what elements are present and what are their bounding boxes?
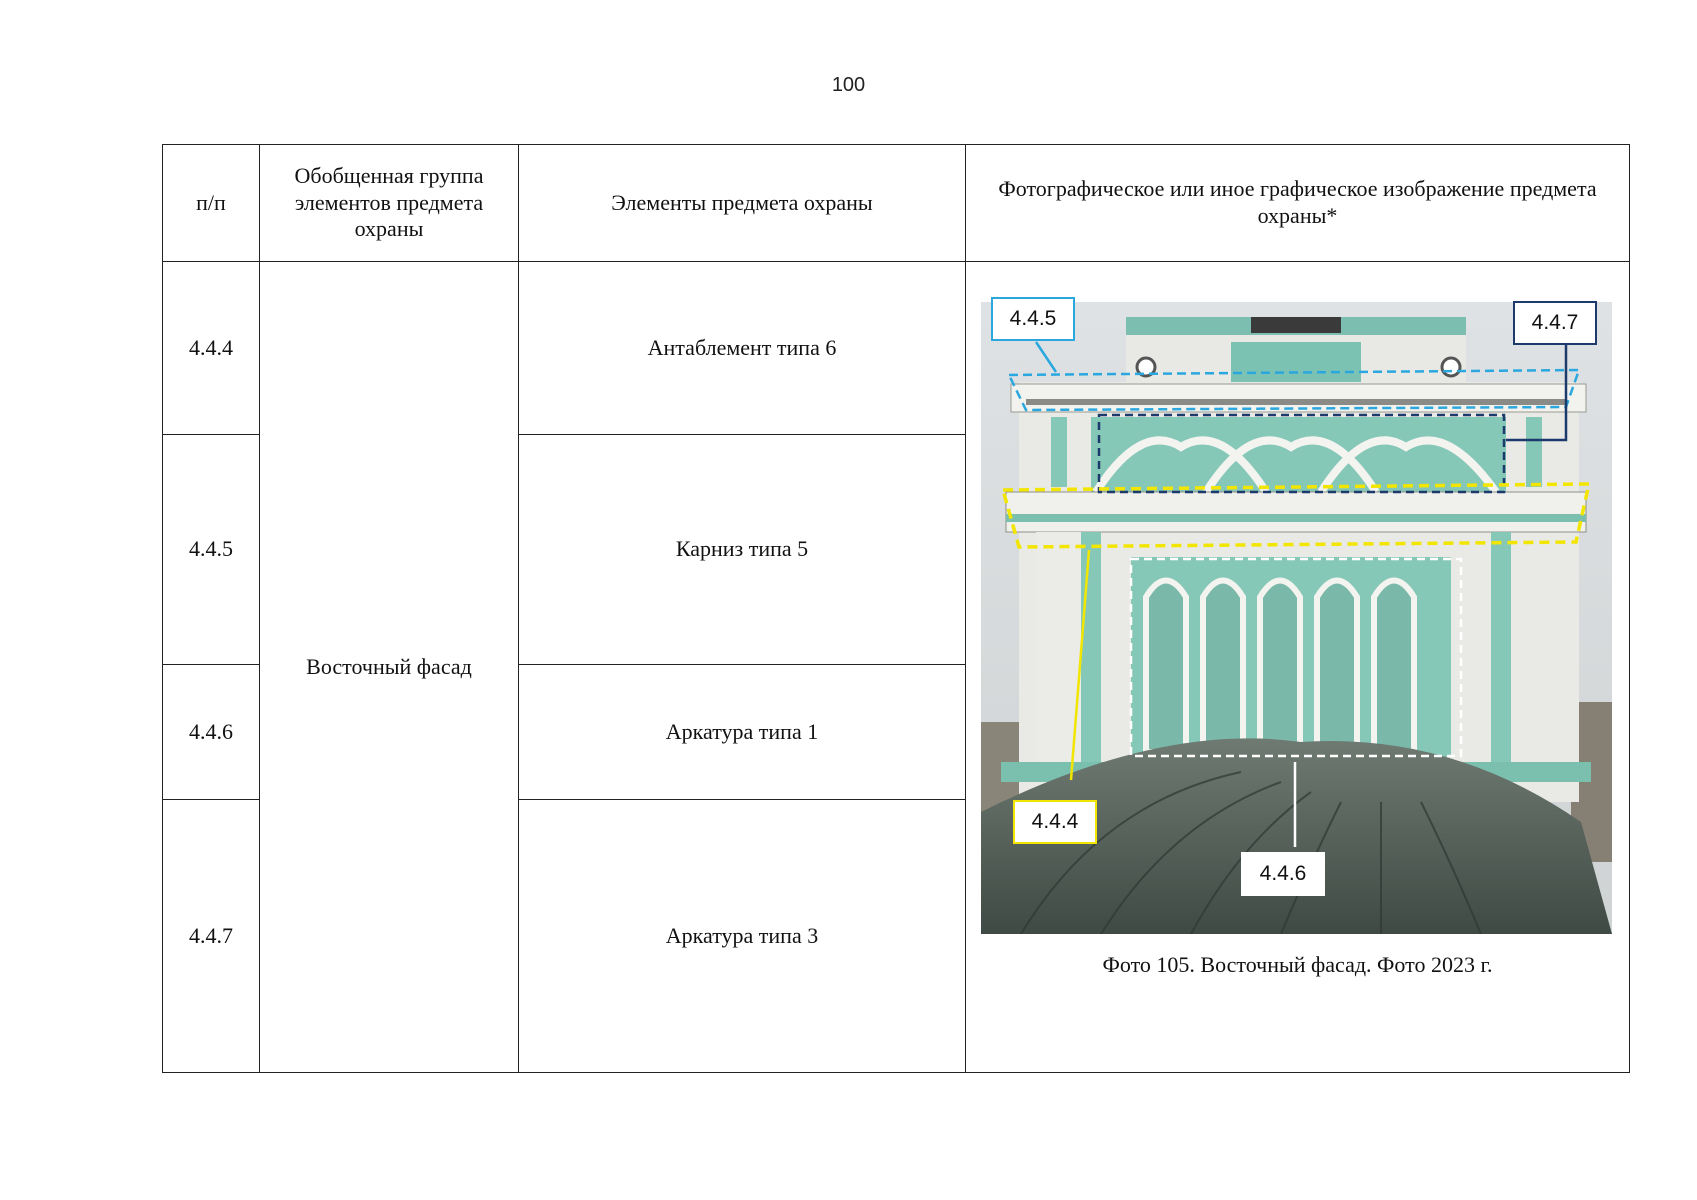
header-number: п/п bbox=[163, 145, 260, 262]
row-number: 4.4.7 bbox=[163, 800, 260, 1073]
header-photo: Фотографическое или иное графическое изображение предмета охраны* bbox=[966, 145, 1630, 262]
header-elements: Элементы предмета охраны bbox=[519, 145, 966, 262]
row-element: Аркатура типа 1 bbox=[519, 665, 966, 800]
row-element: Аркатура типа 3 bbox=[519, 800, 966, 1073]
header-group: Обобщенная группа элементов предмета охраны bbox=[260, 145, 519, 262]
row-element: Антаблемент типа 6 bbox=[519, 262, 966, 435]
group-cell: Восточный фасад bbox=[260, 262, 519, 1073]
row-number: 4.4.6 bbox=[163, 665, 260, 800]
table-row bbox=[163, 262, 1630, 435]
photo-cell bbox=[966, 262, 1630, 1073]
table-header-row bbox=[163, 145, 1630, 262]
photo-caption: Фото 105. Восточный фасад. Фото 2023 г. bbox=[1102, 952, 1493, 977]
protection-table bbox=[162, 144, 1630, 1073]
label-445: 4.4.5 bbox=[991, 297, 1075, 341]
label-444: 4.4.4 bbox=[1013, 800, 1097, 844]
label-446: 4.4.6 bbox=[1241, 852, 1325, 896]
row-element: Карниз типа 5 bbox=[519, 435, 966, 665]
row-number: 4.4.4 bbox=[163, 262, 260, 435]
label-447: 4.4.7 bbox=[1513, 301, 1597, 345]
page-number: 100 bbox=[831, 74, 866, 96]
row-number: 4.4.5 bbox=[163, 435, 260, 665]
facade-photo bbox=[981, 302, 1612, 934]
